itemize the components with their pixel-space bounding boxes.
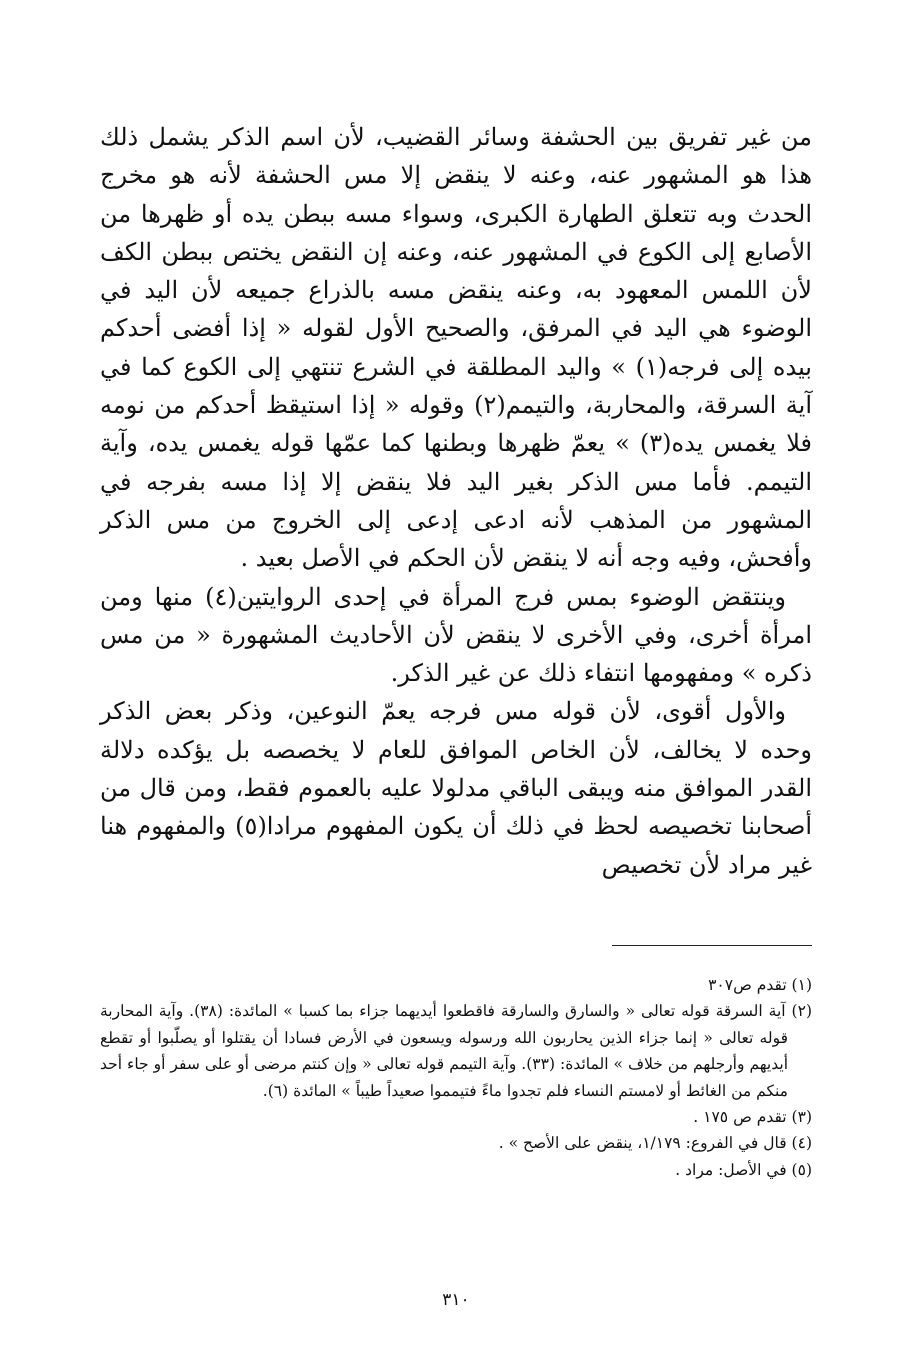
footnote-3: (٣) تقدم ص ١٧٥ . [693,1108,812,1127]
footnote-4: (٤) قال في الفروع: ١/١٧٩، ينقض على الأصح » . [498,1134,812,1153]
main-text [100,118,812,884]
paragraph-1: من غير تفريق بين الحشفة وسائر القضيب، لأن اسم الذكر يشمل ذلك هذا هو المشهور عنه، وعنه لا ينقض إلا مس الحشفة لأنه هو مخرج الحدث وبه تتعلق الطهارة الكبرى، وسواء مسه ببطن يده أو ظهرها من الأصابع إلى الكوع في المشهور عنه، وعنه إن النقض يختص ببطن الكف لأن اللمس المعهود به، وعنه ينقض مسه بالذراع جميعه لأن اليد في الوضوء هي اليد في المرفق، والصحيح الأول لقوله « إذا أفضى أحدكم بيده إلى فرجه(١) » واليد المطلقة في الشرع تنتهي إلى الكوع كما في آية السرقة، والمحاربة، والتيمم(٢) وقوله « إذا استيقظ أحدكم من نومه فلا يغمس يده(٣) » يعمّ ظهرها وبطنها كما عمّها قوله يغمس يده، وآية التيمم. فأما مس الذكر بغير اليد فلا ينقض إلا إذا مسه بفرجه في المشهور من المذهب لأنه ادعى إدعى إلى الخروج من مس الذكر وأفحش، وفيه وجه أنه لا ينقض لأن الحكم في الأصل بعيد . [100,123,813,573]
footnote-separator [612,945,812,946]
page-number: ٣١٠ [442,1290,470,1310]
footnote-2: (٢) آية السرقة قوله تعالى « والسارق والسارقة فاقطعوا أيديهما جزاء بما كسبا » المائدة: (٣٨). وآية المحاربة قوله تعالى « إنما جزاء الذين يحاربون الله ورسوله ويسعون في الأرض فسادا أن يقتلوا أو يصلّبوا أو تقطع أيديهم وأرجلهم من خلاف » المائدة: (٣٣). وآية التيمم قوله تعالى « وإن كنتم مرضى أو على سفر أو جاء أحد منكم من الغائط أو لامستم النساء فلم تجدوا ماءً فتيمموا صعيداً طيباً » المائدة (٦). [100,1002,812,1100]
footnote-1: (١) تقدم ص٣٠٧ [708,976,812,994]
footnote-5: (٥) في الأصل: مراد . [675,1160,812,1179]
footnotes [100,972,812,1183]
paragraph-2: وينتقض الوضوء بمس فرج المرأة في إحدى الروايتين(٤) منها ومن امرأة أخرى، وفي الأخرى لا ينقض لأن الأحاديث المشهورة « من مس ذكره » ومفهومها انتفاء ذلك عن غير الذكر. [100,582,812,688]
paragraph-3: والأول أقوى، لأن قوله مس فرجه يعمّ النوعين، وذكر بعض الذكر وحده لا يخالف، لأن الخاص الموافق للعام لا يخصصه بل يؤكده دلالة القدر الموافق منه ويبقى الباقي مدلولا عليه بالعموم فقط، ومن قال من أصحابنا تخصيصه لحظ في ذلك أن يكون المفهوم مرادا(٥) والمفهوم هنا غير مراد لأن تخصيص [100,697,812,879]
